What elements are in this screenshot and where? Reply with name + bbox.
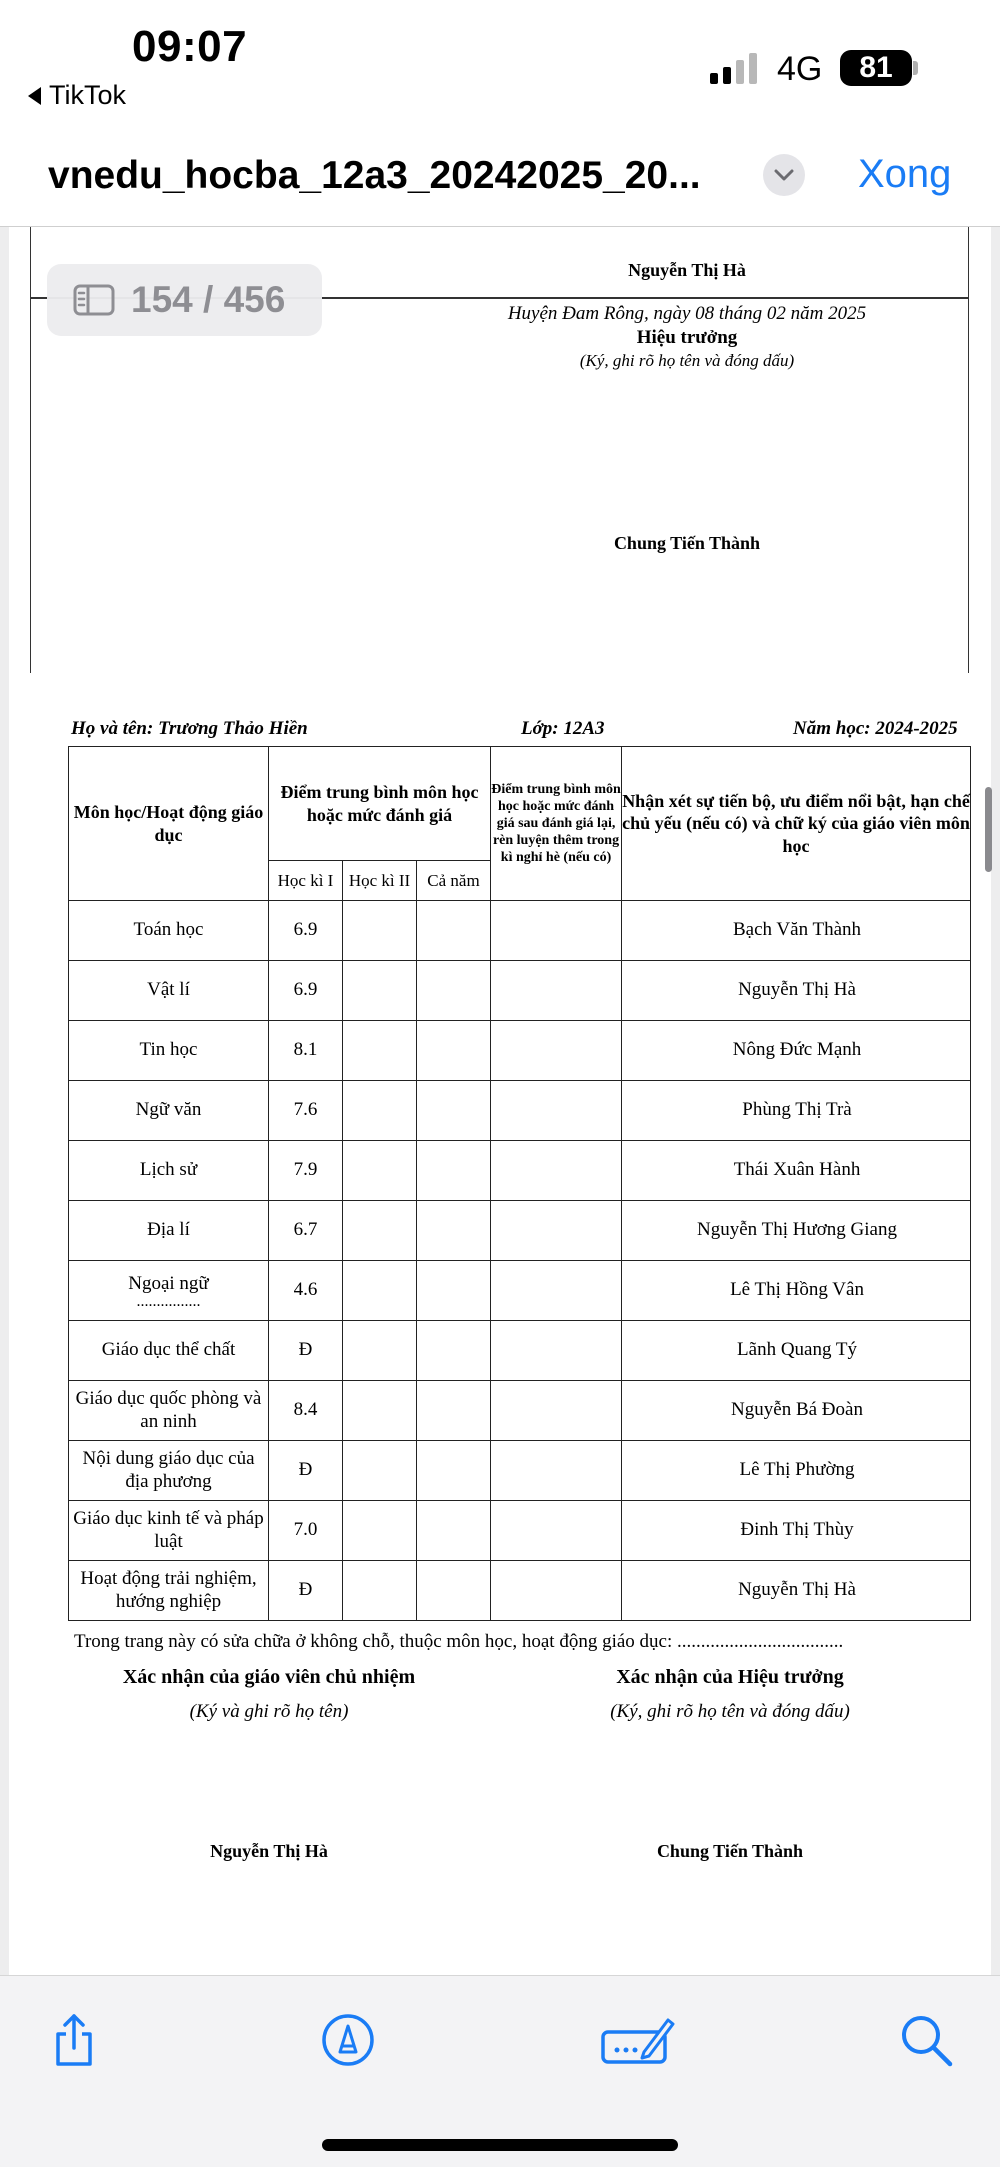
- reassess-score: [491, 961, 622, 1021]
- sem1-score: 7.0: [269, 1501, 343, 1561]
- sem1-score: 6.7: [269, 1201, 343, 1261]
- sem1-score: 6.9: [269, 961, 343, 1021]
- share-button[interactable]: [44, 2010, 104, 2070]
- homeroom-note: (Ký và ghi rõ họ tên): [189, 1701, 349, 1722]
- reassess-score: [491, 1141, 622, 1201]
- reassess-score: [491, 1081, 622, 1141]
- sem1-score: Đ: [269, 1321, 343, 1381]
- header-sem1: Học kì I: [269, 861, 343, 901]
- sem2-score: [343, 961, 417, 1021]
- done-button[interactable]: Xong: [858, 152, 952, 196]
- reassess-score: [491, 1561, 622, 1621]
- principal-note: (Ký, ghi rõ họ tên và đóng dấu): [579, 351, 795, 370]
- header-comment: Nhận xét sự tiến bộ, ưu điểm nổi bật, hạn chế chủ yếu (nếu có) và chữ ký của giáo viên môn học: [622, 747, 971, 901]
- table-row: [69, 961, 971, 1021]
- sem1-score: 6.9: [269, 901, 343, 961]
- battery-level: 81: [859, 51, 893, 84]
- subject-cell: Nội dung giáo dục của địa phương: [69, 1441, 269, 1501]
- teacher-cell: Lê Thị Hồng Vân: [622, 1261, 971, 1321]
- page-counter-badge[interactable]: [47, 264, 322, 336]
- signature-button[interactable]: [600, 2010, 676, 2070]
- homeroom-title: Xác nhận của giáo viên chủ nhiệm: [122, 1666, 416, 1688]
- year-score: [417, 1081, 491, 1141]
- year-score: [417, 1501, 491, 1561]
- search-icon: [898, 2012, 954, 2068]
- teacher-cell: Phùng Thị Trà: [622, 1081, 971, 1141]
- sem2-score: [343, 1261, 417, 1321]
- network-type: 4G: [777, 50, 823, 88]
- sem1-score: 7.9: [269, 1141, 343, 1201]
- table-row: [69, 1021, 971, 1081]
- reassess-score: [491, 1201, 622, 1261]
- sem1-score: 4.6: [269, 1261, 343, 1321]
- header-sem2: Học kì II: [343, 861, 417, 901]
- teacher-cell: Bạch Văn Thành: [622, 901, 971, 961]
- table-row: [69, 1381, 971, 1441]
- subject-cell: Toán học: [69, 901, 269, 961]
- place-date: Huyện Đam Rông, ngày 08 tháng 02 năm 2025: [507, 303, 867, 324]
- table-row: [69, 1261, 971, 1321]
- top-teacher-name: Nguyễn Thị Hà: [628, 260, 746, 280]
- class-label: Lớp: 12A3: [521, 718, 605, 739]
- sidebar-thumbnails-icon: [73, 284, 115, 316]
- bottom-toolbar: [0, 1975, 1000, 2167]
- subject-cell: Giáo dục thể chất: [69, 1321, 269, 1381]
- sem1-score: 7.6: [269, 1081, 343, 1141]
- back-app-label: TikTok: [49, 80, 127, 110]
- sem1-score: Đ: [269, 1441, 343, 1501]
- signature-icon: [600, 2012, 676, 2068]
- reassess-score: [491, 1501, 622, 1561]
- teacher-cell: Nguyễn Thị Hương Giang: [622, 1201, 971, 1261]
- principal-signature-name: Chung Tiến Thành: [656, 1841, 804, 1861]
- year-score: [417, 961, 491, 1021]
- status-time: 09:07: [132, 22, 248, 71]
- sem2-score: [343, 901, 417, 961]
- sem2-score: [343, 1081, 417, 1141]
- subject-cell: Ngữ văn: [69, 1081, 269, 1141]
- document-header: [0, 140, 1000, 228]
- sem2-score: [343, 1141, 417, 1201]
- home-indicator[interactable]: [322, 2139, 678, 2151]
- table-row: [69, 1141, 971, 1201]
- page-counter-text: 154 / 456: [131, 279, 286, 320]
- subject-dots: ................: [136, 1292, 201, 1310]
- table-row: [69, 1561, 971, 1621]
- teacher-cell: Lê Thị Phường: [622, 1441, 971, 1501]
- year-score: [417, 1561, 491, 1621]
- reassess-score: [491, 1381, 622, 1441]
- scroll-indicator[interactable]: [985, 787, 992, 872]
- subject-name: Ngoại ngữ: [128, 1272, 209, 1294]
- document-viewer[interactable]: [0, 227, 1000, 1975]
- title-menu-button[interactable]: [763, 154, 805, 196]
- homeroom-confirmation: [59, 1666, 479, 1723]
- year-score: [417, 901, 491, 961]
- sem1-score: 8.1: [269, 1021, 343, 1081]
- table-row: [69, 1501, 971, 1561]
- year-score: [417, 1201, 491, 1261]
- year-score: [417, 1261, 491, 1321]
- share-icon: [46, 2012, 102, 2068]
- teacher-cell: Nguyễn Thị Hà: [622, 961, 971, 1021]
- subject-cell: [69, 1261, 269, 1321]
- year-score: [417, 1141, 491, 1201]
- header-year: Cả năm: [417, 861, 491, 901]
- teacher-cell: Thái Xuân Hành: [622, 1141, 971, 1201]
- grades-table: [68, 746, 971, 1621]
- back-triangle-icon: [28, 87, 41, 105]
- sem1-score: Đ: [269, 1561, 343, 1621]
- cellular-signal-icon: [710, 52, 757, 84]
- teacher-cell: Đinh Thị Thùy: [622, 1501, 971, 1561]
- correction-note: Trong trang này có sửa chữa ở không chỗ, thuộc môn học, hoạt động giáo dục: ...................................: [74, 1631, 844, 1652]
- sem1-score: 8.4: [269, 1381, 343, 1441]
- header-reassess: Điểm trung bình môn học hoặc mức đánh giá sau đánh giá lại, rèn luyện thêm trong kì nghỉ hè (nếu có): [491, 747, 622, 901]
- subject-cell: Giáo dục quốc phòng và an ninh: [69, 1381, 269, 1441]
- reassess-score: [491, 901, 622, 961]
- subject-cell: Lịch sử: [69, 1141, 269, 1201]
- sem2-score: [343, 1501, 417, 1561]
- year-score: [417, 1021, 491, 1081]
- principal-confirm-title: Xác nhận của Hiệu trưởng: [616, 1666, 844, 1688]
- principal-title: Hiệu trưởng: [636, 327, 738, 348]
- table-row: [69, 1201, 971, 1261]
- principal-name: Chung Tiến Thành: [613, 533, 761, 553]
- year-score: [417, 1441, 491, 1501]
- principal-confirm-note: (Ký, ghi rõ họ tên và đóng dấu): [610, 1701, 850, 1722]
- back-to-app-link[interactable]: [28, 80, 126, 111]
- markup-button[interactable]: [318, 2010, 378, 2070]
- teacher-cell: Nguyễn Bá Đoàn: [622, 1381, 971, 1441]
- reassess-score: [491, 1021, 622, 1081]
- teacher-cell: Nguyễn Thị Hà: [622, 1561, 971, 1621]
- table-row: [69, 1321, 971, 1381]
- principal-confirmation: [520, 1666, 940, 1723]
- year-score: [417, 1321, 491, 1381]
- student-name: Họ và tên: Trương Thảo Hiền: [71, 718, 308, 739]
- subject-cell: Giáo dục kinh tế và pháp luật: [69, 1501, 269, 1561]
- battery-icon: [840, 50, 912, 86]
- sem2-score: [343, 1381, 417, 1441]
- table-row: [69, 1441, 971, 1501]
- reassess-score: [491, 1261, 622, 1321]
- sem2-score: [343, 1561, 417, 1621]
- sem2-score: [343, 1201, 417, 1261]
- reassess-score: [491, 1321, 622, 1381]
- pdf-page-current: [9, 673, 991, 1975]
- table-row: [69, 901, 971, 961]
- sem2-score: [343, 1021, 417, 1081]
- sem2-score: [343, 1441, 417, 1501]
- subject-cell: Tin học: [69, 1021, 269, 1081]
- document-title[interactable]: vnedu_hocba_12a3_20242025_20...: [48, 154, 701, 197]
- school-year: Năm học: 2024-2025: [793, 718, 958, 739]
- reassess-score: [491, 1441, 622, 1501]
- teacher-cell: Nông Đức Mạnh: [622, 1021, 971, 1081]
- markup-icon: [320, 2012, 376, 2068]
- subject-cell: Địa lí: [69, 1201, 269, 1261]
- chevron-down-icon: [774, 169, 794, 181]
- table-row: [69, 1081, 971, 1141]
- subject-cell: Hoạt động trải nghiệm, hướng nghiệp: [69, 1561, 269, 1621]
- subject-cell: Vật lí: [69, 961, 269, 1021]
- sem2-score: [343, 1321, 417, 1381]
- header-subject: Môn học/Hoạt động giáo dục: [69, 747, 269, 901]
- battery-tip: [913, 61, 918, 75]
- teacher-cell: Lãnh Quang Tý: [622, 1321, 971, 1381]
- search-button[interactable]: [896, 2010, 956, 2070]
- year-score: [417, 1381, 491, 1441]
- homeroom-name: Nguyễn Thị Hà: [210, 1841, 328, 1861]
- header-average: Điểm trung bình môn học hoặc mức đánh giá: [269, 747, 491, 861]
